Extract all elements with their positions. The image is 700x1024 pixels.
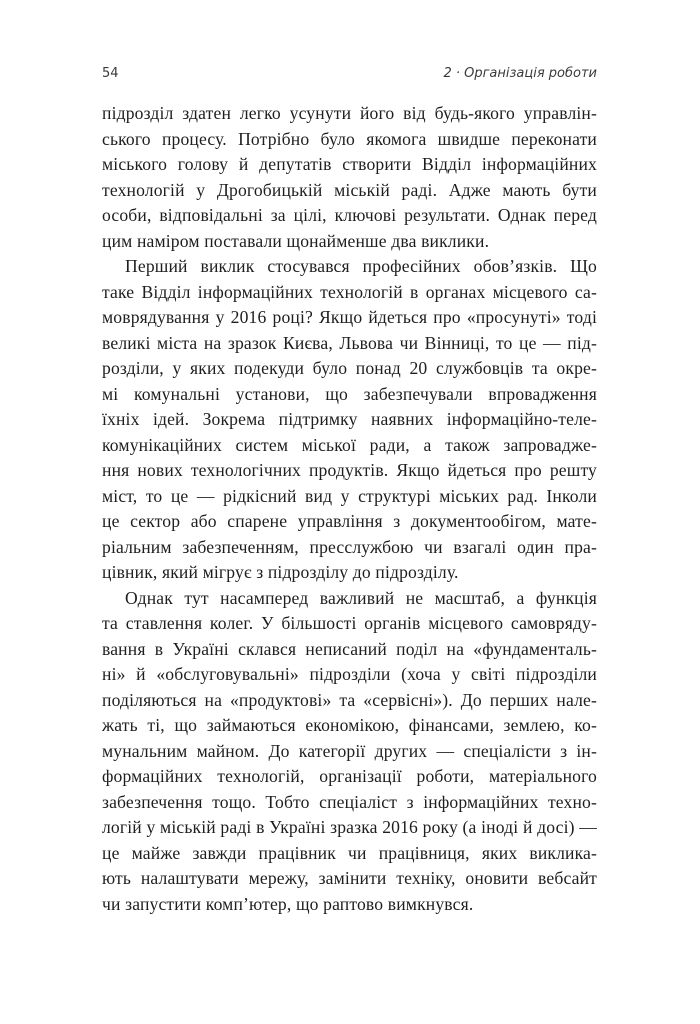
text-line: особи, відповідальні за цілі, ключові результати. Однак перед — [102, 205, 597, 225]
paragraph-1 — [102, 101, 597, 254]
text-line: мі комунальні установи, що забезпечували впровадження — [102, 383, 597, 404]
text-line: підрозділ здатен легко усунути його від будь-якого управлін- — [102, 103, 597, 123]
text-line: міст, то це — рідкісний вид у структурі міських рад. Інколи — [102, 485, 597, 506]
text-line: розділи, у яких подекуди було понад 20 службовців та окре- — [102, 358, 597, 378]
text-line: вання в Україні склався неписаний поділ на «фундаменталь- — [102, 638, 597, 659]
text-line: логій у міській раді в Україні зразка 2016 року (а іноді й досі) — — [102, 817, 597, 837]
chapter-title: 2 · Організація роботи — [443, 66, 597, 81]
text-line: чи запустити комп’ютер, що раптово вимкнувся. — [102, 893, 474, 914]
text-line: мунальним майном. До категорії других — спеціалісти з ін- — [102, 740, 597, 761]
running-head — [102, 66, 597, 88]
text-line: це сектор або спарене управління з документообігом, мате- — [102, 511, 597, 531]
text-line: великі міста на зразок Києва, Львова чи Вінниці, то це — під- — [102, 332, 597, 353]
body-text — [102, 101, 597, 917]
paragraph-2 — [102, 254, 597, 586]
text-line: формаційних технологій, організації роботи, матеріального — [102, 766, 597, 786]
paragraph-3 — [102, 586, 597, 918]
page-number: 54 — [102, 66, 119, 81]
text-line: жать ті, що займаються економікою, фінансами, землею, ко- — [102, 715, 597, 735]
text-line: це майже завжди працівник чи працівниця, яких виклика- — [102, 842, 597, 863]
text-line: ріальним забезпеченням, пресслужбою чи взагалі один пра- — [102, 536, 597, 557]
text-line: ні» й «обслуговувальні» підрозділи (хоча у світі підрозділи — [102, 664, 597, 684]
text-line: поділяються на «продуктові» та «сервісні»). До перших нале- — [102, 689, 597, 710]
text-line: комунікаційних систем міської ради, а також запровадже- — [102, 434, 597, 455]
text-line: забезпечення тощо. Тобто спеціаліст з інформаційних техно- — [102, 791, 597, 812]
text-line: Однак тут насамперед важливий не масштаб, а функція — [125, 587, 597, 608]
text-line: міського голову й депутатів створити Відділ інформаційних — [102, 154, 597, 174]
text-line: технологій у Дрогобицькій міській раді. Адже мають бути — [102, 179, 597, 200]
text-line: цівник, який мігрує з підрозділу до підрозділу. — [102, 562, 459, 582]
text-line: ння нових технологічних продуктів. Якщо йдеться про решту — [102, 460, 597, 480]
text-line: Перший виклик стосувався професійних обов’язків. Що — [125, 256, 597, 276]
text-line: їхніх ідей. Зокрема підтримку наявних інформаційно-теле- — [102, 409, 597, 429]
text-line: таке Відділ інформаційних технологій в органах місцевого са- — [102, 281, 597, 302]
text-line: моврядування у 2016 році? Якщо йдеться про «просунуті» тоді — [102, 307, 597, 327]
text-line: цим наміром поставали щонайменше два виклики. — [102, 230, 490, 251]
text-line: ють налаштувати мережу, замінити техніку, оновити вебсайт — [102, 868, 597, 888]
text-line: ського процесу. Потрібно було якомога швидше переконати — [102, 128, 597, 149]
text-line: та ставлення колег. У більшості органів місцевого самовряду- — [102, 613, 597, 633]
